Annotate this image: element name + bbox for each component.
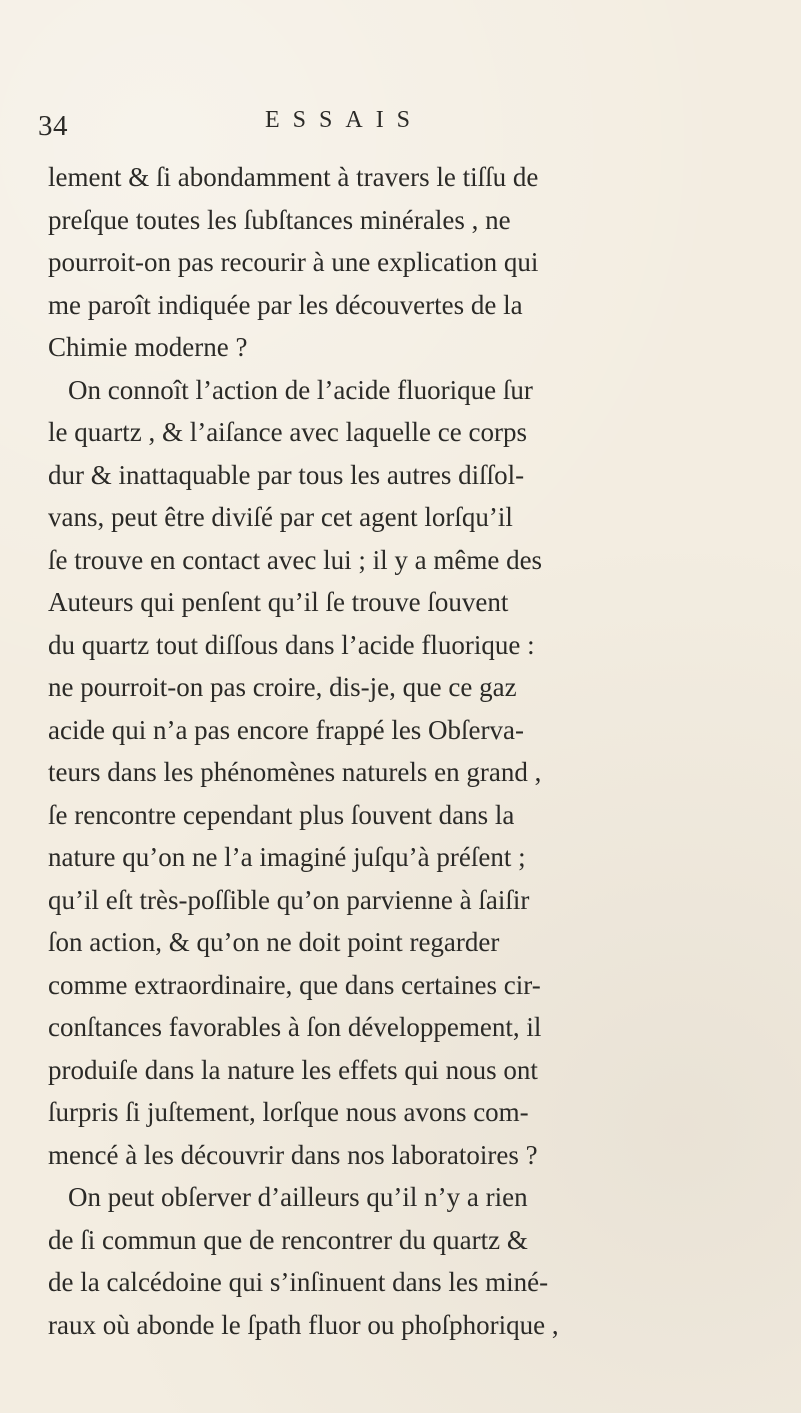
text-line: de ſi commun que de rencontrer du quartz & xyxy=(48,1224,528,1255)
text-line: qu’il eſt très-poſſible qu’on parvienne à ſaiſir xyxy=(48,884,530,915)
text-line: du quartz tout diſſous dans l’acide fluorique : xyxy=(48,629,535,660)
body-text xyxy=(48,156,768,1346)
text-line: lement & ſi abondamment à travers le tiſſu de xyxy=(48,162,539,192)
text-line: mencé à les découvrir dans nos laboratoires ? xyxy=(48,1139,538,1170)
text-line: Auteurs qui penſent qu’il ſe trouve ſouvent xyxy=(48,587,509,617)
text-line: pourroit-on pas recourir à une explication qui xyxy=(48,247,539,277)
text-line: le quartz , & l’aiſance avec laquelle ce corps xyxy=(48,417,527,447)
text-line: nature qu’on ne l’a imaginé juſqu’à préſent ; xyxy=(48,842,526,872)
text-line: vans, peut être diviſé par cet agent lorſqu’il xyxy=(48,502,513,532)
text-line: ſe rencontre cependant plus ſouvent dans la xyxy=(48,799,515,830)
text-line: On peut obſerver d’ailleurs qu’il n’y a rien xyxy=(68,1182,528,1212)
text-line: preſque toutes les ſubſtances minérales , ne xyxy=(48,204,511,235)
page-number: 34 xyxy=(38,110,68,142)
text-line: acide qui n’a pas encore frappé les Obſerva- xyxy=(48,714,525,745)
text-line: de la calcédoine qui s’inſinuent dans les miné- xyxy=(48,1267,549,1297)
text-line: ſe trouve en contact avec lui ; il y a même des xyxy=(48,544,543,575)
text-line: Chimie moderne ? xyxy=(48,332,248,362)
text-line: ſon action, & qu’on ne doit point regarder xyxy=(48,927,500,957)
text-line: produiſe dans la nature les effets qui nous ont xyxy=(48,1054,538,1085)
text-line: ne pourroit-on pas croire, dis-je, que ce gaz xyxy=(48,672,517,702)
text-line: comme extraordinaire, que dans certaines cir- xyxy=(48,969,541,1000)
text-line: raux où abonde le ſpath fluor ou phoſphorique , xyxy=(48,1309,559,1340)
text-line: conſtances favorables à ſon développement, il xyxy=(48,1012,542,1042)
text-line: On connoît l’action de l’acide fluorique ſur xyxy=(68,374,533,405)
text-line: teurs dans les phénomènes naturels en grand , xyxy=(48,757,542,787)
running-head: ESSAIS xyxy=(265,107,424,133)
text-line: dur & inattaquable par tous les autres diſſol- xyxy=(48,459,525,490)
text-line: me paroît indiquée par les découvertes de la xyxy=(48,289,523,320)
text-line: ſurpris ſi juſtement, lorſque nous avons com- xyxy=(48,1097,529,1127)
